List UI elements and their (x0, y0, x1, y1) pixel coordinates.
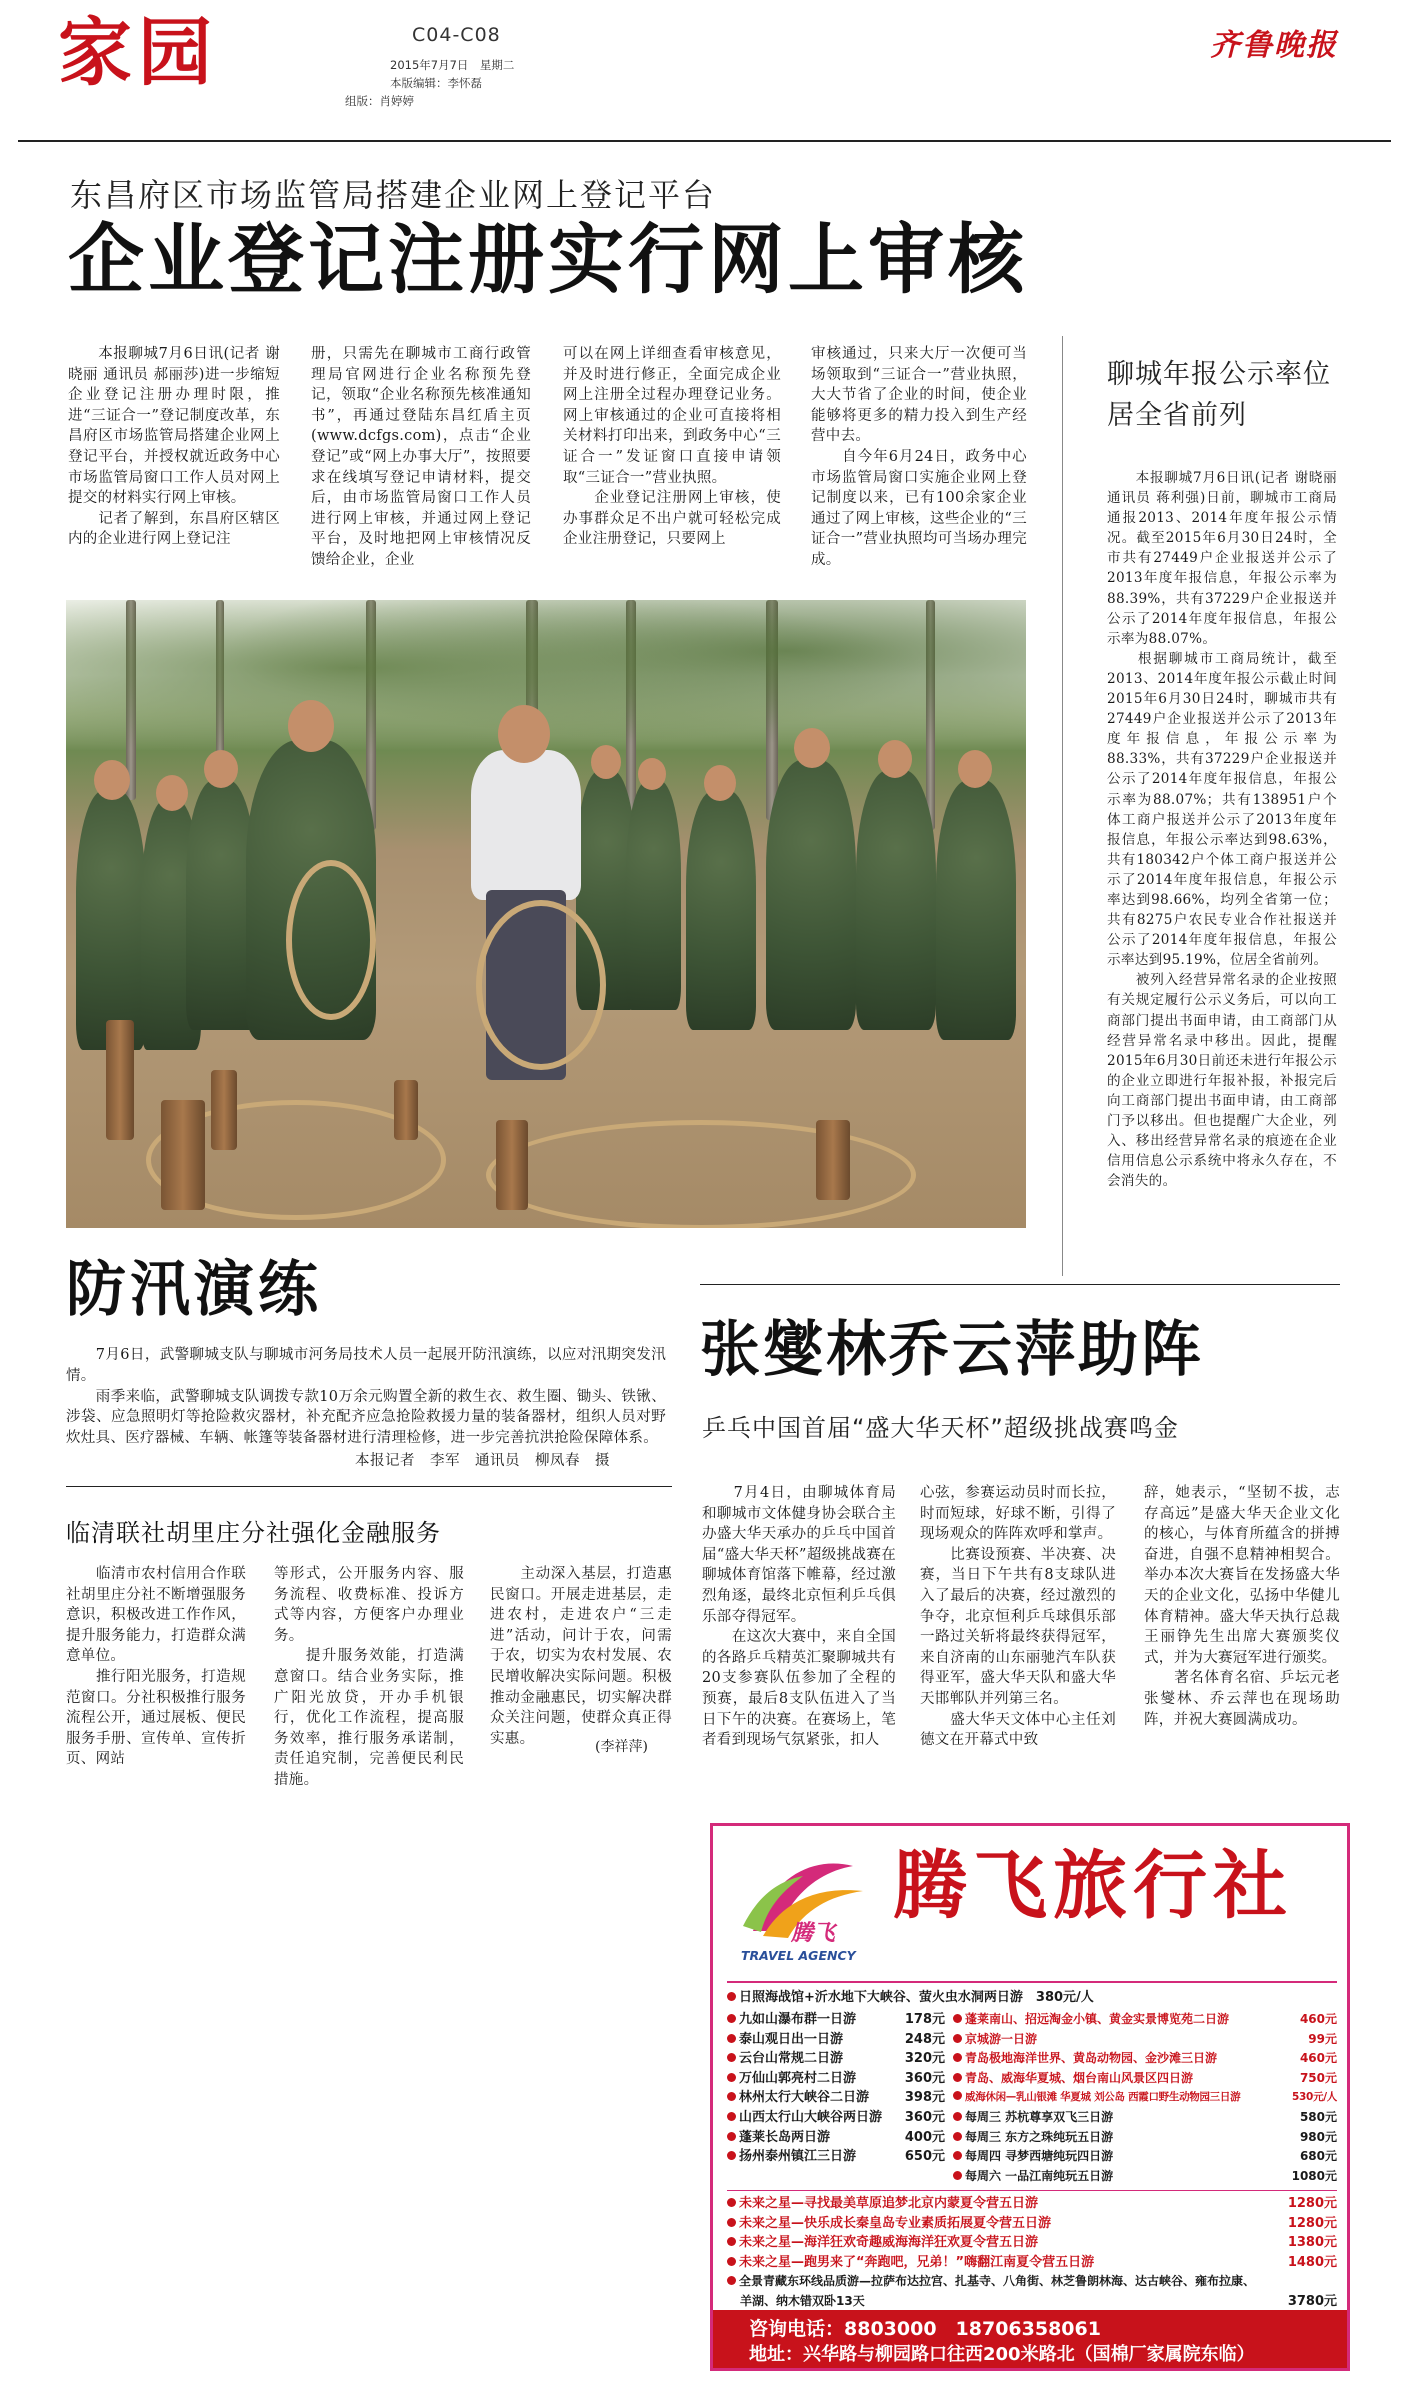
logo-cn: 腾飞 (791, 1921, 836, 1946)
pingpong-col-1: 7月4日，由聊城体育局和聊城市文体健身协会联合主办盛大华天承办的乒乓中国首届“盛大华天杯”超级挑战赛在聊城体育馆落下帷幕，经过激烈角逐，最终北京恒利乒乓俱乐部夺得冠军。 在这次大赛中，来自全国的各路乒乓精英汇聚聊城共有20支参赛队伍参加了全程的预赛，最后8支队伍进入了当日下午的决赛。在赛场上，笔者看到现场气氛紧张，扣人 (702, 1485, 896, 1749)
annual-body: 本报聊城7月6日讯(记者 谢晓丽 通讯员 蒋利强)日前，聊城市工商局通报2013、2014年度年报公示情况。截至2015年6月30日24时，全市共有27449户企业报送并公示了2013年度年报信息，年报公示率为88.39%，共有37229户企业报送并公示了2014年度年报信息，年报公示率为88.07%。 根据聊城市工商局统计，截至2013、2014年度年报公示截止时间2015年6月30日24时，聊城市共有27449户企业报送并公示了2013年度年报信息，年报公示率为88.33%，共有37229户企业报送并公示了2014年度年报信息，年报公示率为88.07%；共有138951户个体工商户报送并公示了2013年度年报信息，年报公示率达到98.63%，共有180342户个体工商户报送并公示了2014年度年报信息，年报公示率达到98.66%，均列全省第一位；共有8275户农民专业合作社报送并公示了2014年度年报信息，年报公示率达到95.19%，位居全省前列。 被列入经营异常名录的企业按照有关规定履行公示义务后，可以向工商部门提出书面申请，由工商部门从经营异常名录中移出。因此，提醒2015年6月30日前还未进行年报公示的企业立即进行年报补报，补报完后向工商部门提出书面申请，由工商部门予以移出。但也提醒广大企业，列入、移出经营异常名录的痕迹在企业信用信息公示系统中将永久存在，不会消失的。 (1107, 470, 1337, 1190)
ad-right-list (953, 2010, 1337, 2186)
ad-item[interactable]: 山西太行山大峡谷两日游 360元 (727, 2108, 945, 2128)
ad-item[interactable]: 林州太行大峡谷二日游 398元 (727, 2088, 945, 2108)
lead-kicker: 东昌府区市场监管局搭建企业网上登记平台 (70, 176, 717, 214)
flood-rule (66, 1486, 672, 1487)
ad-summer-list (727, 2194, 1337, 2312)
lead-col-4: 审核通过，只来大厅一次便可当场领取到“三证合一”营业执照，大大节省了企业的时间，使企业能够将更多的精力投入到生产经营中去。 自今年6月24日，政务中心市场监管局窗口实施企业网上登记制度以来，已有100余家企业通过了网上审核，这些企业的“三证合一”营业执照均可当场办理完成。 (811, 346, 1027, 568)
pingpong-rule (700, 1284, 1340, 1285)
rural-col-2: 等形式，公开服务内容、服务流程、收费标准、投诉方式等内容，方便客户办理业务。 提升服务效能，打造满意窗口。结合业务实际，推广阳光放贷，开办手机银行，优化工作流程，提高服务效率，推行服务承诺制，责任追究制，完善便民利民措施。 (274, 1566, 464, 1788)
ad-item[interactable]: 万仙山郭亮村二日游 360元 (727, 2069, 945, 2089)
page-range: C04-C08 (412, 24, 501, 46)
lead-col-2: 册，只需先在聊城市工商行政管理局官网进行企业名称预先登记，领取“企业名称预先核准通知书”，再通过登陆东昌红盾主页(www.dcfgs.com)，点击“企业登记”或“网上办事大厅”，按照要求在线填写登记申请材料，提交后，由市场监管局窗口工作人员进行网上审核，并通过网上登记平台，及时地把网上审核情况反馈给企业，企业 (311, 346, 531, 568)
ad-item[interactable]: 未来之星—跑男来了“奔跑吧，兄弟！”嗨翻江南夏令营五日游 1480元 (727, 2253, 1337, 2273)
travel-logo (733, 1846, 873, 1976)
ad-item[interactable]: 云台山常规二日游 320元 (727, 2049, 945, 2069)
ad-footer (713, 2310, 1347, 2368)
lead-headline: 企业登记注册实行网上审核 (68, 215, 1028, 304)
ad-item[interactable]: 蓬莱南山、招远淘金小镇、黄金实景博览苑二日游 460元 (953, 2010, 1337, 2030)
ad-item[interactable]: 威海休闲—乳山银滩 华夏城 刘公岛 西霞口野生动物园三日游 530元/人 (953, 2088, 1337, 2108)
travel-ad[interactable] (710, 1823, 1350, 2371)
pingpong-col-3: 辞，她表示，“坚韧不拔，志存高远”是盛大华天企业文化的核心，与体育所蕴含的拼搏奋进，自强不息精神相契合。举办本次大赛旨在发扬盛大华天的企业文化，弘扬中华健儿体育精神。盛大华天执行总裁王丽铮先生出席大赛颁奖仪式，并为大赛冠军进行颁奖。 著名体育名宿、乒坛元老张燮林、乔云萍也在现场助阵，并祝大赛圆满成功。 (1144, 1485, 1340, 1728)
flood-headline: 防汛演练 (66, 1255, 322, 1325)
rural-col-1: 临清市农村信用合作联社胡里庄分社不断增强服务意识，积极改进工作作风，提升服务能力，打造群众满意单位。 推行阳光服务，打造规范窗口。分社积极推行服务流程公开，通过展板、便民服务手册、宣传单、宣传折页、网站 (66, 1566, 246, 1768)
bullet-icon (727, 1992, 736, 2001)
rural-headline: 临清联社胡里庄分社强化金融服务 (66, 1519, 441, 1547)
logo-en: TRAVEL AGENCY (741, 1948, 856, 1963)
ad-item[interactable]: 青岛、威海华夏城、烟台南山风景区四日游 750元 (953, 2069, 1337, 2089)
rural-byline: (李祥萍) (595, 1739, 648, 1755)
section-title: 家园 (58, 10, 218, 96)
rural-col-3: 主动深入基层，打造惠民窗口。开展走进基层，走进农村，走进农户“三走进”活动，问计于农，问需于农，切实为农村发展、农民增收解决实际问题。积极推动金融惠民，切实解决群众关注问题，使群众真正得实惠。 (490, 1566, 672, 1747)
ad-item[interactable]: 九如山瀑布群一日游 178元 (727, 2010, 945, 2030)
ad-item[interactable]: 每周三 东方之珠纯玩五日游 980元 (953, 2128, 1337, 2148)
issue-date: 2015年7月7日 星期二 (390, 58, 515, 72)
ad-address: 地址：兴华路与柳园路口往西200米路北（国棉厂家属院东临） (749, 2344, 1255, 2365)
ad-rule-2 (727, 2190, 1337, 2191)
ad-item-cont: 羊湖、纳木错双卧13天 3780元 (740, 2293, 1337, 2309)
lead-col-1: 本报聊城7月6日讯(记者 谢晓丽 通讯员 郝丽莎)进一步缩短企业登记注册办理时限，推进“三证合一”登记制度改革，东昌府区市场监管局搭建企业网上登记平台，并授权就近政务中心市场监管局窗口工作人员对网上提交的材料实行网上审核。 记者了解到，东昌府区辖区内的企业进行网上登记注 (68, 346, 280, 548)
column-rule (1062, 336, 1063, 1276)
pingpong-col-2: 心弦，参赛运动员时而长拉，时而短球，好球不断，引得了现场观众的阵阵欢呼和掌声。 比赛设预赛、半决赛、决赛，当日下午共有8支球队进入了最后的决赛，经过激烈的争夺，北京恒利乒乓球俱乐部一路过关斩将最终获得冠军，来自济南的山东丽驰汽车队获得亚军，盛大华天队和盛大华天邯郸队并列第三名。 盛大华天文体中心主任刘德文在开幕式中致 (920, 1485, 1116, 1749)
header-rule (18, 140, 1391, 142)
pingpong-subhead: 乒乓中国首届“盛大华天杯”超级挑战赛鸣金 (702, 1414, 1179, 1442)
ad-item[interactable]: 每周三 苏杭尊享双飞三日游 580元 (953, 2108, 1337, 2128)
ad-left-list (727, 2010, 945, 2167)
editor: 本版编辑：李怀磊 (390, 76, 482, 90)
layout-credit: 组版：肖婷婷 (345, 94, 414, 108)
ad-phone[interactable]: 咨询电话：8803000 18706358061 (749, 2318, 1101, 2340)
ad-item[interactable]: 全景青藏东环线品质游—拉萨布达拉宫、扎基寺、八角街、林芝鲁朗林海、达古峡谷、雍布拉康、 (727, 2272, 1337, 2292)
flood-drill-photo (66, 600, 1026, 1228)
flood-byline: 本报记者 李军 通讯员 柳凤春 摄 (355, 1453, 610, 1469)
ad-item[interactable]: 蓬莱长岛两日游 400元 (727, 2128, 945, 2148)
ad-item[interactable]: 未来之星—快乐成长秦皇岛专业素质拓展夏令营五日游 1280元 (727, 2214, 1337, 2234)
ad-item[interactable]: 泰山观日出一日游 248元 (727, 2030, 945, 2050)
ad-item[interactable]: 京城游一日游 99元 (953, 2030, 1337, 2050)
ad-item[interactable]: 青岛极地海洋世界、黄岛动物园、金沙滩三日游 460元 (953, 2049, 1337, 2069)
flood-body: 7月6日，武警聊城支队与聊城市河务局技术人员一起展开防汛演练，以应对汛期突发汛情。 雨季来临，武警聊城支队调拨专款10万余元购置全新的救生衣、救生圈、锄头、铁锹、涉袋、应急照明灯等抢险救灾器材，补充配齐应急抢险救援力量的装备器材，组织人员对野炊灶具、医疗器械、车辆、帐篷等装备器材进行清理检修，进一步完善抗洪抢险保障体系。 (66, 1347, 666, 1447)
annual-headline: 聊城年报公示率位居全省前列 (1107, 359, 1331, 431)
pingpong-headline: 张燮林乔云萍助阵 (700, 1315, 1204, 1385)
paper-logo: 齐鲁晚报 (1210, 28, 1338, 63)
ad-item[interactable]: 每周六 一品江南纯玩五日游 1080元 (953, 2167, 1337, 2187)
ad-item[interactable]: 未来之星—海洋狂欢奇趣威海海洋狂欢夏令营五日游 1380元 (727, 2233, 1337, 2253)
ad-title: 腾飞旅行社 (893, 1843, 1293, 1929)
lead-col-3: 可以在网上详细查看审核意见，并及时进行修正，全面完成企业网上注册全过程办理登记业务。网上审核通过的企业可直接将相关材料打印出来，到政务中心“三证合一”发证窗口直接申请领取“三证合一”营业执照。 企业登记注册网上审核，使办事群众足不出户就可轻松完成企业注册登记，只要网上 (563, 346, 781, 548)
ad-item[interactable]: 扬州泰州镇江三日游 650元 (727, 2147, 945, 2167)
ad-rule (727, 1981, 1337, 1983)
ad-item[interactable]: 未来之星—寻找最美草原追梦北京内蒙夏令营五日游 1280元 (727, 2194, 1337, 2214)
ad-top-line[interactable]: 日照海战馆+沂水地下大峡谷、萤火虫水洞两日游 380元/人 (727, 1988, 1337, 2008)
ad-item[interactable]: 每周四 寻梦西塘纯玩四日游 680元 (953, 2147, 1337, 2167)
